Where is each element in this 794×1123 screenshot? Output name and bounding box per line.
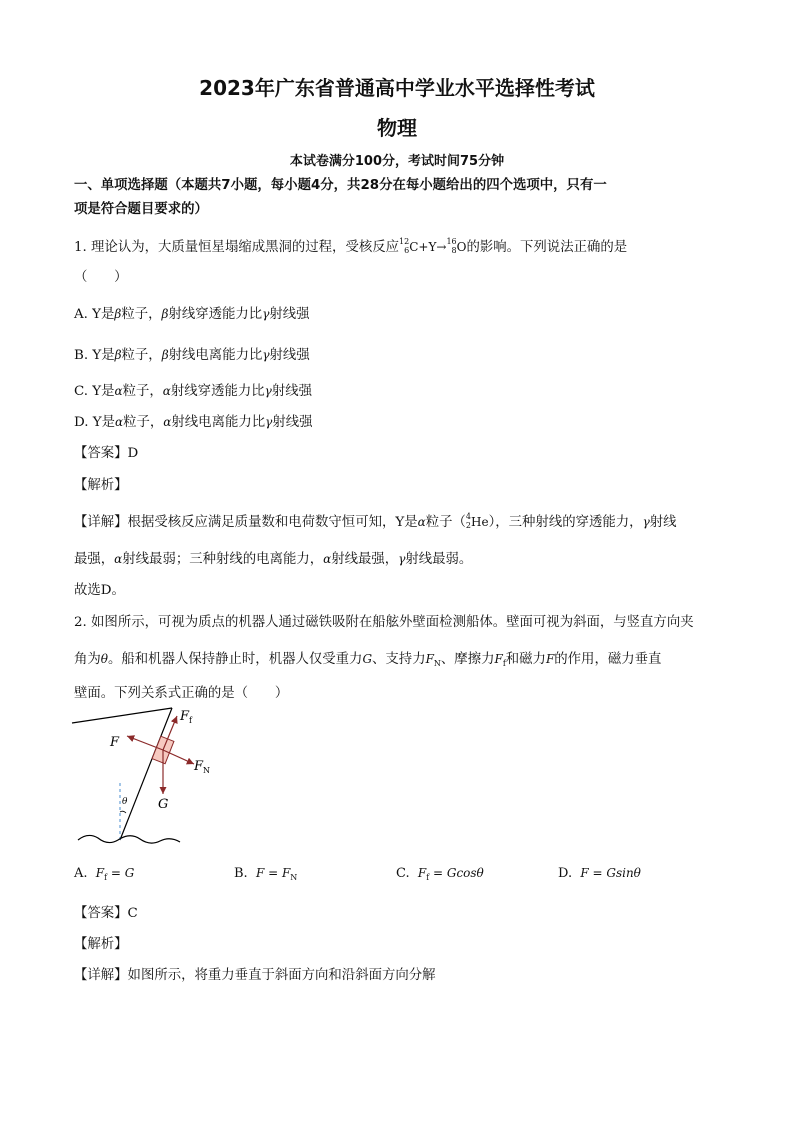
option-rhs: = F: [264, 866, 291, 880]
alpha-symbol: α: [115, 415, 124, 429]
o-mass-number: 16: [446, 237, 457, 246]
alpha-symbol: α: [417, 515, 426, 529]
detail-text: 射线: [649, 515, 677, 530]
he-symbol: He: [470, 515, 489, 529]
q1-stem-after: 的影响。下列说法正确的是: [466, 240, 628, 255]
option-text: 粒子，: [123, 415, 164, 430]
stem-text: 的作用，磁力垂直: [554, 652, 662, 667]
option-text: 射线强: [271, 384, 312, 399]
detail-text: 射线最弱。: [405, 552, 473, 567]
o-atomic-number: 8: [451, 246, 457, 255]
option-rhs: = G: [107, 866, 135, 880]
option-lhs: F: [95, 866, 105, 880]
q1-option-b: [74, 344, 310, 363]
option-text: 射线电离能力比: [168, 348, 263, 363]
gamma-symbol: γ: [265, 415, 273, 429]
detail-text: 最强，: [74, 552, 115, 567]
fn-symbol: F: [425, 652, 434, 666]
stem-text: 和磁力: [505, 652, 546, 667]
option-text: B. Y是: [74, 348, 115, 363]
detail-text: ），三种射线的穿透能力，: [488, 515, 643, 530]
beta-symbol: β: [114, 307, 122, 321]
q1-answer-paren: （ ）: [74, 270, 128, 285]
option-lhs-sub: f: [104, 873, 108, 882]
he-mass-number: 4: [465, 512, 471, 521]
option-lhs: F: [580, 866, 589, 880]
page-title: 2023年广东省普通高中学业水平选择性考试: [199, 76, 595, 100]
gamma-symbol: γ: [262, 307, 270, 321]
option-rhs-sub: N: [290, 873, 298, 882]
alpha-symbol: α: [162, 384, 171, 398]
alpha-symbol: α: [163, 415, 172, 429]
option-text: 射线穿透能力比: [170, 384, 265, 399]
gamma-symbol: γ: [642, 515, 650, 529]
gamma-symbol: γ: [398, 552, 406, 566]
option-text: 粒子，: [121, 307, 162, 322]
option-text: D. Y是: [74, 415, 116, 430]
option-lhs-sub: f: [426, 873, 430, 882]
stem-text: 、摩擦力: [440, 652, 495, 667]
subject-title: 物理: [377, 116, 417, 140]
hull-wall-line: [120, 708, 172, 840]
ff-symbol: F: [494, 652, 503, 666]
fn-label: $F_N$: [194, 759, 211, 775]
g-label: G: [158, 797, 169, 812]
q2-option-c: [396, 866, 484, 882]
q2-option-d: [558, 866, 641, 881]
y-symbol: Y: [428, 240, 437, 254]
option-text: 粒子，: [121, 348, 162, 363]
theta-arc: [120, 811, 126, 813]
gamma-symbol: γ: [262, 348, 270, 362]
q1-answer: 【答案】D: [74, 446, 139, 461]
he-atomic-number: 2: [465, 521, 471, 530]
q1-option-d: [74, 411, 312, 430]
alpha-symbol: α: [114, 552, 123, 566]
ff-label: $F_f$: [180, 709, 192, 725]
q1-stem-before: 1. 理论认为，大质量恒星塌缩成黑洞的过程，受核反应: [74, 240, 400, 255]
plus-sign: +: [418, 240, 429, 254]
detail-text: 射线最强，: [331, 552, 399, 567]
option-rhs: = Gsinθ: [588, 866, 641, 880]
option-text: 射线电离能力比: [171, 415, 266, 430]
deck-line: [72, 708, 172, 723]
option-letter: A.: [74, 866, 88, 881]
option-text: 射线强: [272, 415, 313, 430]
q1-detail-line2: [74, 548, 472, 567]
option-lhs: F: [417, 866, 427, 880]
option-text: A. Y是: [74, 307, 115, 322]
ff-subscript: f: [502, 659, 506, 668]
option-lhs: F: [255, 866, 265, 880]
c-atomic-number: 6: [404, 246, 410, 255]
option-letter: D.: [558, 866, 573, 881]
exam-info: 本试卷满分100分，考试时间75分钟: [289, 154, 505, 169]
alpha-symbol: α: [114, 384, 123, 398]
beta-symbol: β: [114, 348, 122, 362]
q1-analysis-tag: 【解析】: [74, 478, 128, 493]
force-diagram: [60, 700, 240, 860]
c-symbol: C: [409, 240, 419, 254]
q2-answer: 【答案】C: [74, 906, 138, 921]
o-symbol: O: [456, 240, 467, 254]
option-text: 射线穿透能力比: [168, 307, 263, 322]
q2-option-a: [74, 866, 134, 882]
q2-option-b: [234, 866, 297, 882]
alpha-symbol: α: [323, 552, 332, 566]
theta-symbol: θ: [100, 652, 109, 666]
q2-stem-line1: 2. 如图所示，可视为质点的机器人通过磁铁吸附在船舷外壁面检测船体。壁面可视为斜面，与竖直方向夹: [74, 615, 694, 630]
option-rhs: = Gcosθ: [429, 866, 484, 880]
option-text: 射线强: [269, 307, 310, 322]
section-heading-line1: 一、单项选择题（本题共7小题，每小题4分，共28分在每小题给出的四个选项中，只有一: [74, 178, 607, 193]
q1-option-a: [74, 303, 310, 322]
f-symbol: F: [545, 652, 555, 666]
g-symbol: G: [362, 652, 373, 666]
water-surface: [78, 835, 180, 843]
q2-stem-line3: 壁面。下列关系式正确的是（ ）: [74, 686, 289, 701]
fn-subscript: N: [433, 659, 441, 668]
stem-text: 。船和机器人保持静止时，机器人仅受重力: [108, 652, 363, 667]
theta-label: θ: [122, 797, 128, 807]
f-label: F: [110, 735, 120, 750]
section-heading-line2: 项是符合题目要求的）: [74, 202, 208, 217]
detail-text: 粒子（: [425, 515, 466, 530]
c-mass-number: 12: [399, 237, 410, 246]
q2-detail: 【详解】如图所示，将重力垂直于斜面方向和沿斜面方向分解: [74, 968, 436, 983]
q2-analysis-tag: 【解析】: [74, 937, 128, 952]
stem-text: 角为: [74, 652, 101, 667]
option-text: C. Y是: [74, 384, 115, 399]
q1-conclusion: 故选D。: [74, 583, 125, 598]
q2-stem-line2: [74, 648, 661, 668]
beta-symbol: β: [161, 348, 169, 362]
detail-text: 【详解】根据受核反应满足质量数和电荷数守恒可知，Y是: [74, 515, 418, 530]
gamma-symbol: γ: [264, 384, 272, 398]
q1-reaction: [399, 237, 467, 255]
option-letter: B.: [234, 866, 248, 881]
q1-option-c: [74, 380, 312, 399]
detail-text: 射线最弱；三种射线的电离能力，: [122, 552, 324, 567]
beta-symbol: β: [161, 307, 169, 321]
option-text: 粒子，: [122, 384, 163, 399]
q1-detail-line1: [74, 511, 677, 530]
option-letter: C.: [396, 866, 410, 881]
stem-text: 、支持力: [372, 652, 426, 667]
q1-stem: [74, 236, 627, 255]
option-text: 射线强: [269, 348, 310, 363]
reaction-arrow: →: [436, 240, 447, 254]
